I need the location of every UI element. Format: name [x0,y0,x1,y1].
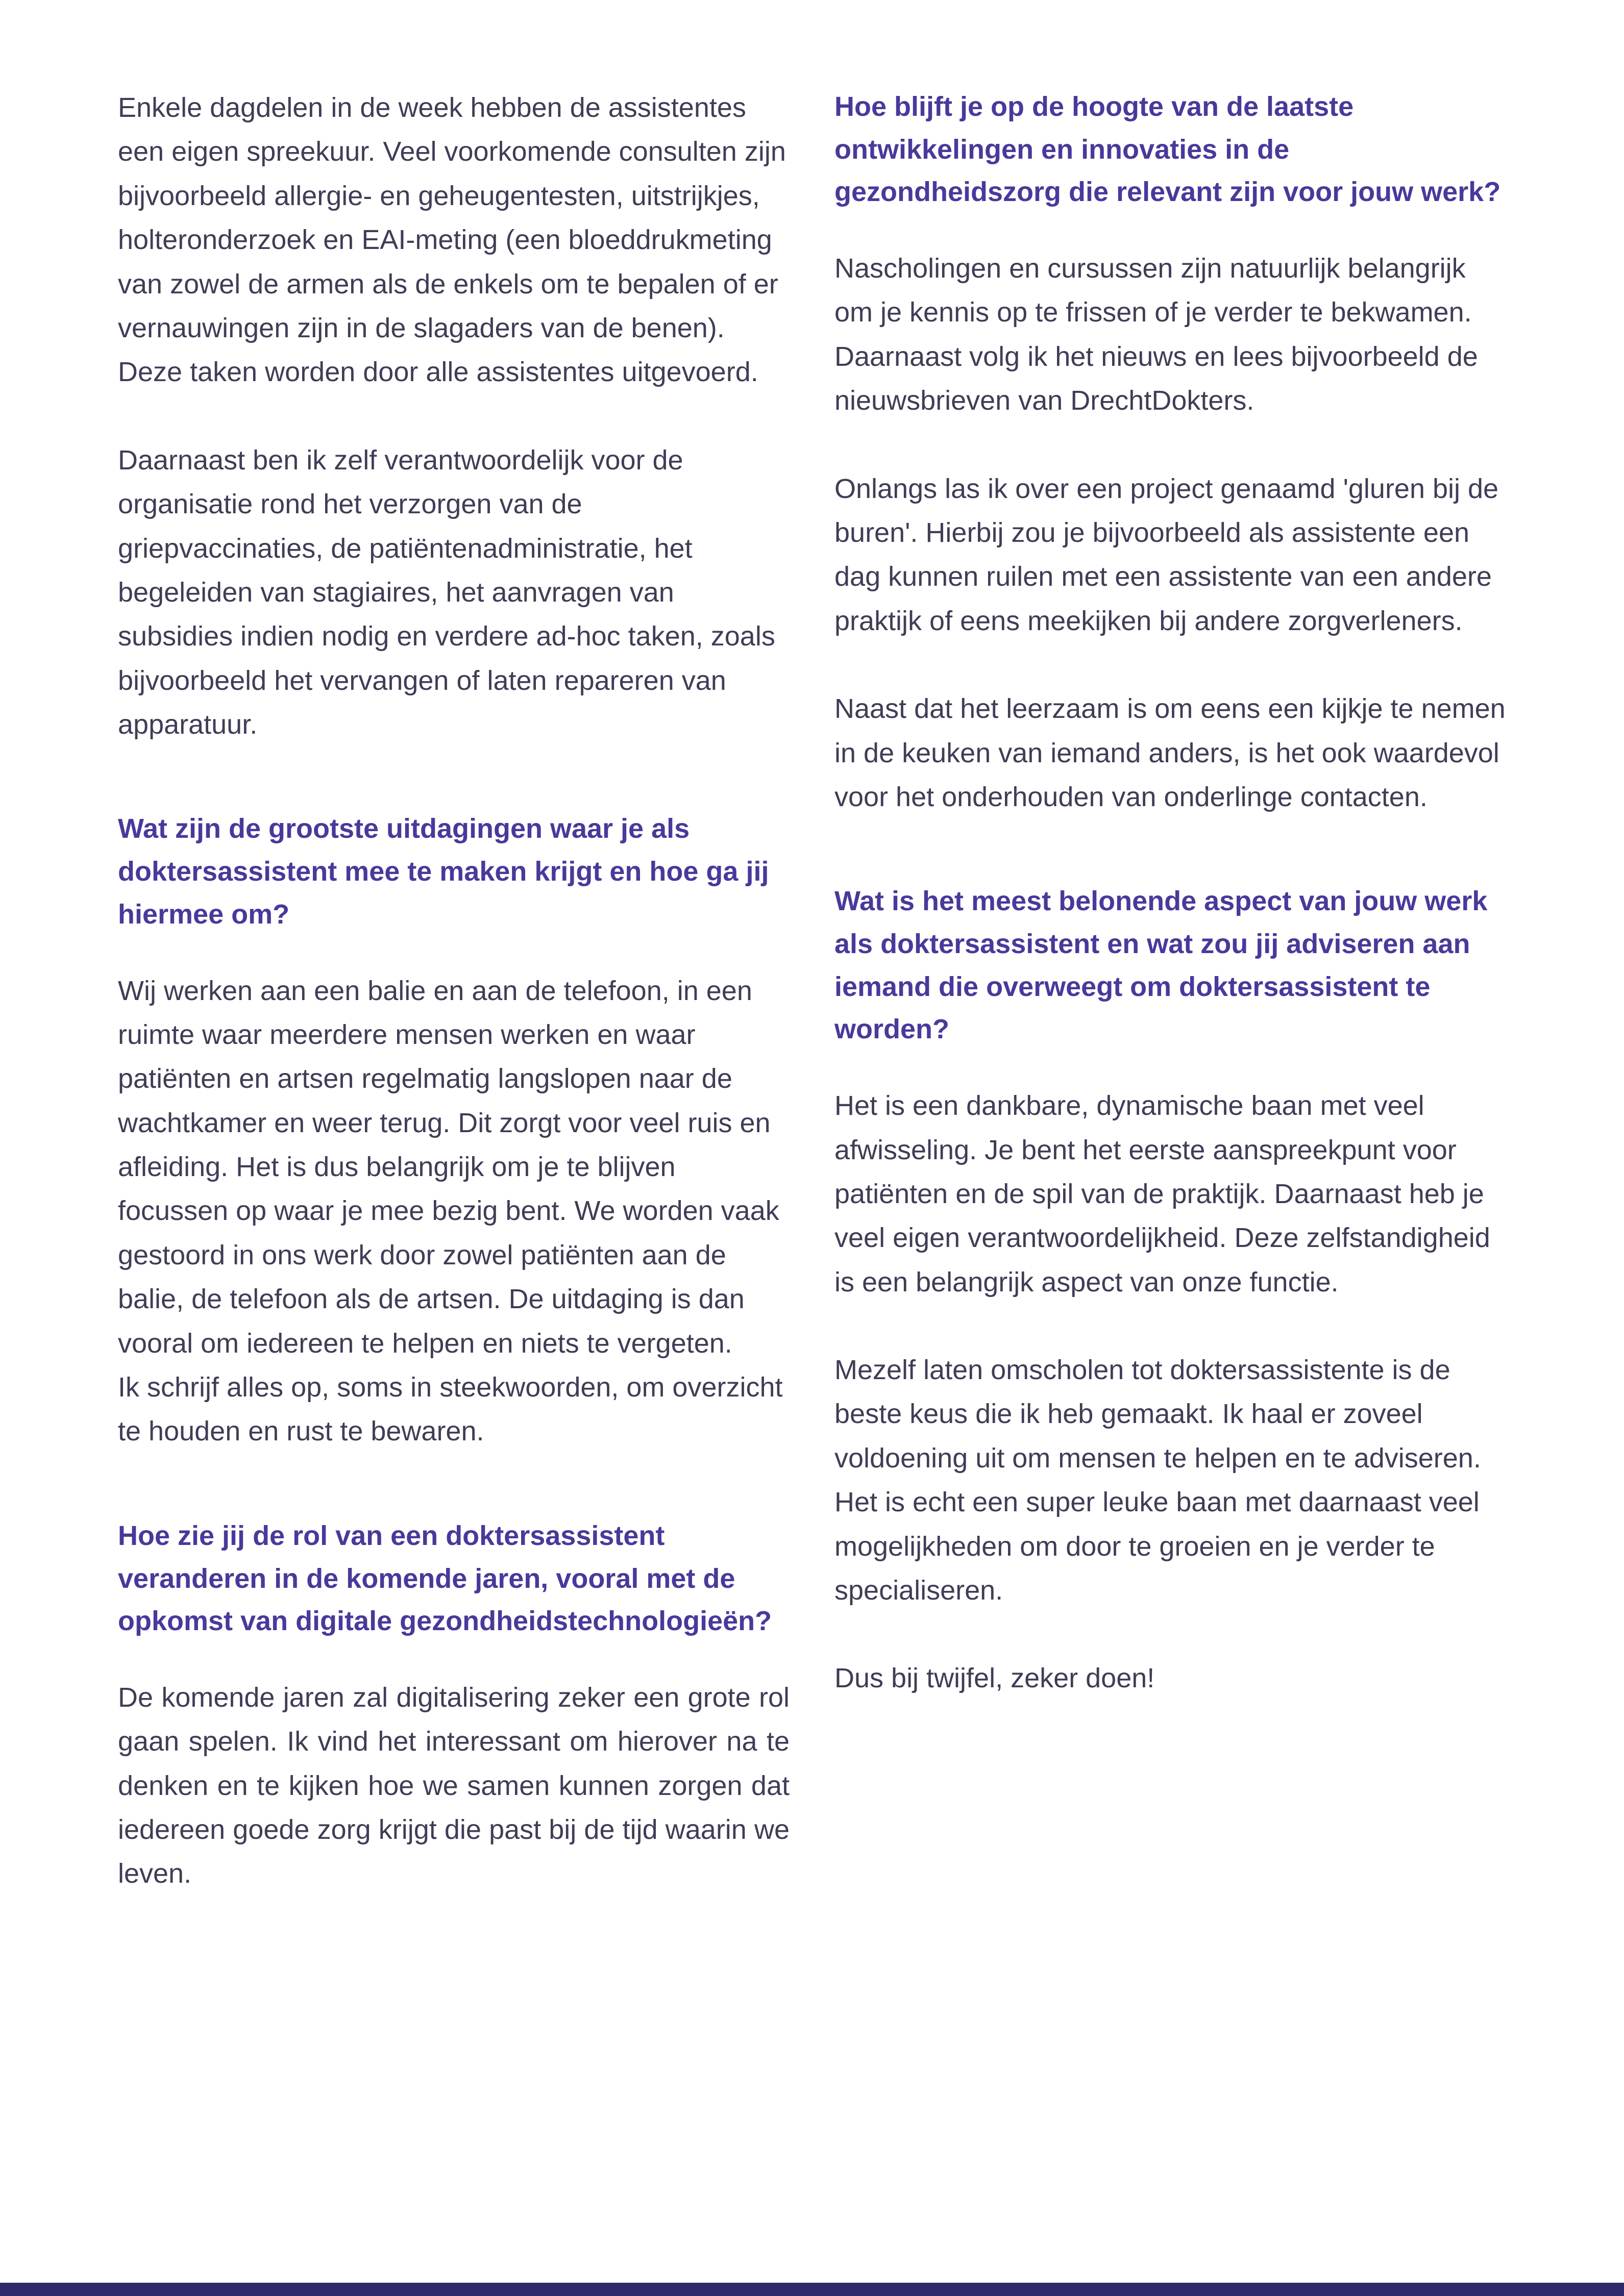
paragraph: Dus bij twijfel, zeker doen! [834,1663,1155,1694]
question-heading: Wat is het meest belonende aspect van jouw werk als doktersassistent en wat zou jij adviseren aan iemand die overweegt om doktersassistent te worden? [834,886,1488,1045]
paragraph: Enkele dagdelen in de week hebben de assistentes een eigen spreekuur. Veel voorkomende consulten zijn bijvoorbeeld allergie- en geheugentesten, uitstrijkjes, holteronderzoek en EAI-meting (een bloeddrukmeting van zowel de armen als de enkels om te bepalen of er vernauwingen zijn in de slagaders van de benen). Deze taken worden door alle assistentes uitgevoerd. [118,92,786,388]
paragraph: Daarnaast ben ik zelf verantwoordelijk voor de organisatie rond het verzorgen van de griepvaccinaties, de patiëntenadministratie, het begeleiden van stagiaires, het aanvragen van subsidies indien nodig en verdere ad-hoc taken, zoals bijvoorbeeld het vervangen of laten repareren van apparatuur. [118,444,775,740]
question-heading: Wat zijn de grootste uitdagingen waar je als doktersassistent mee te maken krijgt en hoe ga jij hiermee om? [118,813,769,930]
question-heading: Hoe blijft je op de hoogte van de laatste ontwikkelingen en innovaties in de gezondheidszorg die relevant zijn voor jouw werk? [834,91,1501,208]
paragraph: De komende jaren zal digitalisering zeker een grote rol gaan spelen. Ik vind het interessant om hierover na te denken en te kijken hoe we samen kunnen zorgen dat iedereen goede zorg krijgt die past bij de tijd waarin we leven. [118,1682,790,1889]
right-column [834,86,1506,1940]
paragraph: Onlangs las ik over een project genaamd 'gluren bij de buren'. Hierbij zou je bijvoorbeeld als assistente een dag kunnen ruilen met een assistente van een andere praktijk of eens meekijken bij andere zorgverleners. [834,473,1499,636]
paragraph: Mezelf laten omscholen tot doktersassistente is de beste keus die ik heb gemaakt. Ik haal er zoveel voldoening uit om mensen te helpen en te adviseren. Het is echt een super leuke baan met daarnaast veel mogelijkheden om door te groeien en je verder te specialiseren. [834,1355,1481,1606]
footer-rule [0,2283,1624,2296]
paragraph: Ik schrijf alles op, soms in steekwoorden, om overzicht te houden en rust te bewaren. [118,1372,783,1447]
paragraph: Naast dat het leerzaam is om eens een kijkje te nemen in de keuken van iemand anders, is het ook waardevol voor het onderhouden van onderlinge contacten. [834,693,1506,812]
question-heading: Hoe zie jij de rol van een doktersassistent veranderen in de komende jaren, vooral met de opkomst van digitale gezondheidstechnologieën? [118,1520,772,1637]
paragraph: Wij werken aan een balie en aan de telefoon, in een ruimte waar meerdere mensen werken en waar patiënten en artsen regelmatig langslopen naar de wachtkamer en weer terug. Dit zorgt voor veel ruis en afleiding. Het is dus belangrijk om je te blijven focussen op waar je mee bezig bent. We worden vaak gestoord in ons werk door zowel patiënten aan de balie, de telefoon als de artsen. De uitdaging is dan vooral om iedereen te helpen en niets te vergeten. [118,975,779,1359]
paragraph: Nascholingen en cursussen zijn natuurlijk belangrijk om je kennis op te frissen of je verder te bekwamen. Daarnaast volg ik het nieuws en lees bijvoorbeeld de nieuwsbrieven van DrechtDokters. [834,253,1478,416]
paragraph: Het is een dankbare, dynamische baan met veel afwisseling. Je bent het eerste aanspreekpunt voor patiënten en de spil van de praktijk. Daarnaast heb je veel eigen verantwoordelijkheid. Deze zelfstandigheid is een belangrijk aspect van onze functie. [834,1090,1490,1297]
left-column [118,86,790,1940]
